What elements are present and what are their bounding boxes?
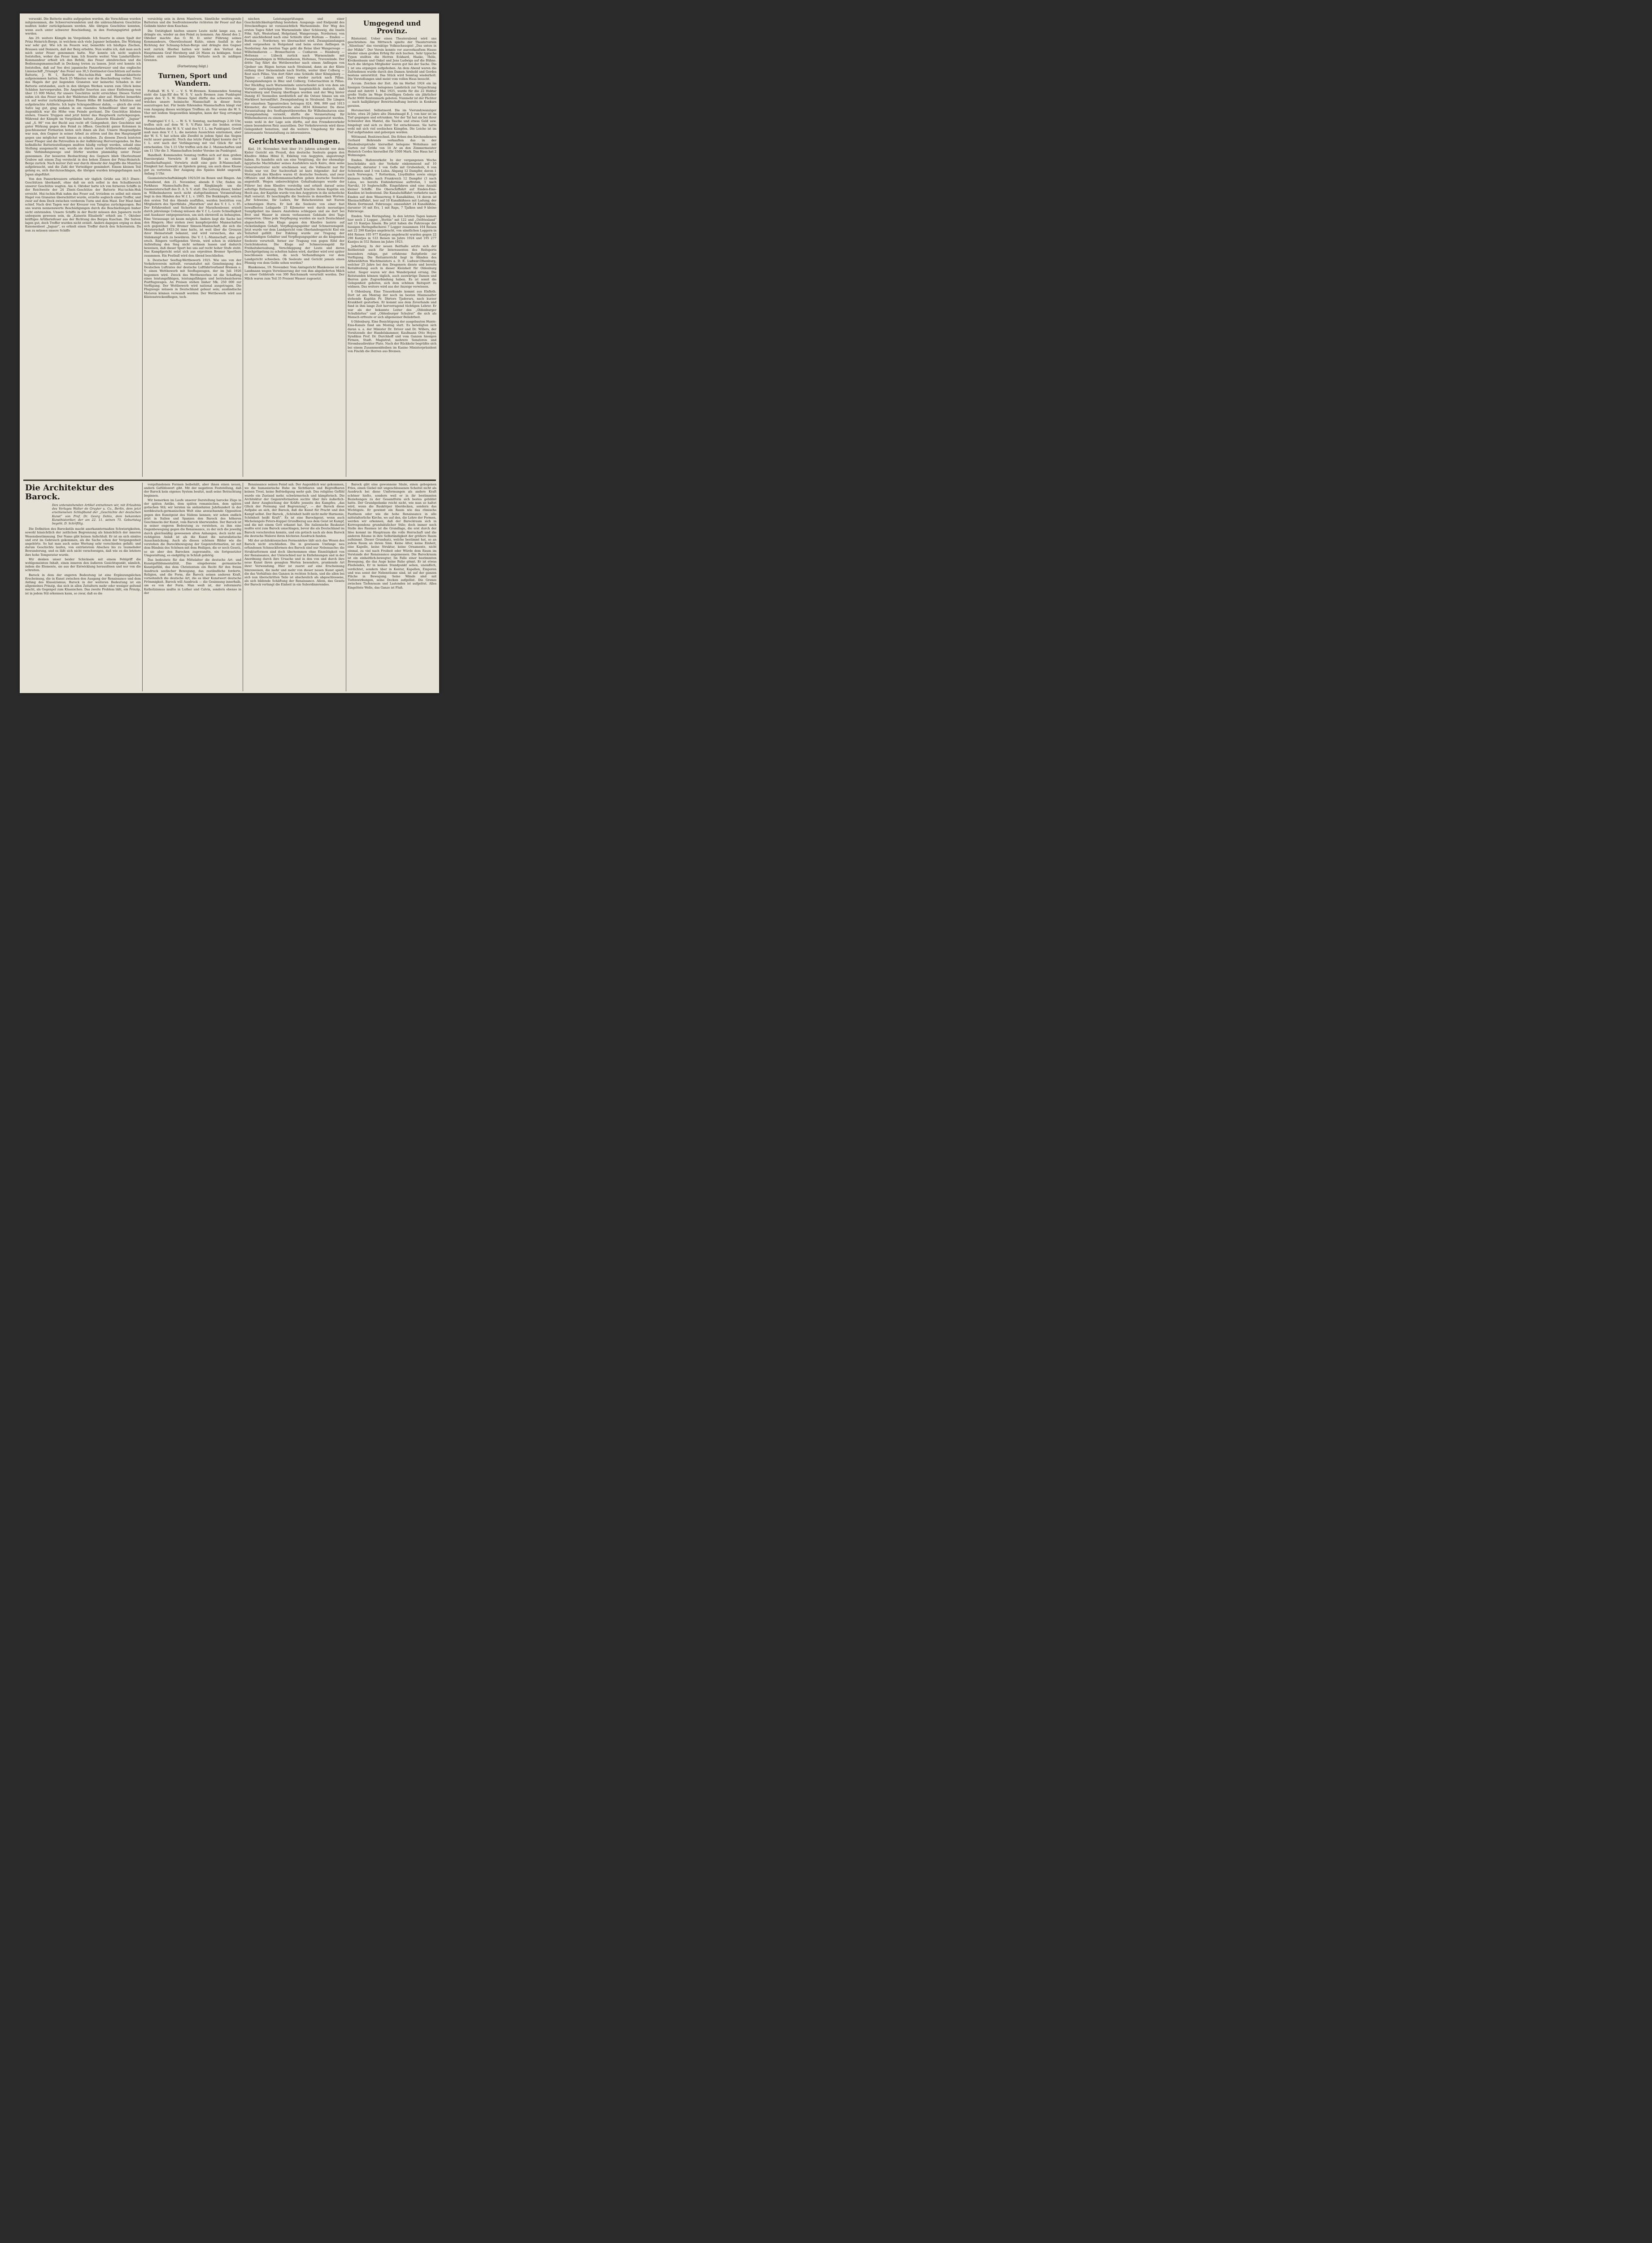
paragraph: nischen Leistungsprüfungen und einer Geschicklichkeitsprüfung bestehen. Ausgangs- und Endpunkt des Streckenfluges ist voraussichtlich Warnemünde. Der Weg des ersten Tages führt von Warnemünde über Schleswig, die Inseln Föhr, Sylt, Westerland, Helgoland, Wangerooge, Norderney, von dort anschließend nach eine Schleife über Borkum — Emden — Borkum — Norderney, wo übernachtet wird. Zwangslandungen sind vorgesehen in Helgoland und beim ersten Anfliegen in Norderney. Am zweiten Tage geht die Reise über Wangerooge — Wilhelmshaven — Bremerhaven — Cuxhaven — Hamburg — Holtenau — Lübeck zurück nach Warnemünde mit Zwangslandungen in Wilhelmshaven, Holtenau, Travemünde. Der dritte Tag führt die Wettbewerber nach einem Anfliegen von Gjedser um Rügen herum nach Stralsund, dann an der Küste entlang über Swinemünde nach Stettin, weiter über Colberg — Rest nach Pillau. Von dort führt eine Schleife über Königsberg — Tapiau — Labiau und Cranz wieder zurück nach Pillau. Zwangslandungen in Binz und Colberg; Uebernachten in Pillau. Der Rückflug nach Warnemünde unterscheidet sich von dem am Vortage zurückgelegten Strecke hauptsächlich dadurch, daß Marienburg und Danzig überflogen werden und der Weg hinter Danzig 45 Seemeilen nordöstlich auf die Ostsee hinaus um ein Markboot herumführt. Zwangslandung in Stralsund. Die Längen der einzelnen Tagesstrecken betragen 824, 998, 999 und 1013 Kilometer, die Gesamtstrecke also 3834 Kilometer. Da diese Veranstaltung des Seeflugwettbewerbes für Wilhelmshaven eine Zwangslandung vorsieht, dürfte die Veranstaltung für Wilhelmshaven zu einem besonderen Ereignis ausgenutzt werden, wenn wohl in der Lage sein dürfte, auf den Fremdenverkehr einen besonderen Reiz auszuüben. Der Verkehrsverein wird diese Gelegenheit benutzen, und die weitere Umgebung für diese interessante Veranstaltung zu interessieren. (244, 17, 344, 135)
paragraph: b. Deutscher Seeflug-Wettbewerb 1925. Wie uns von der Verkehrsverein mitteilt, veranstaltet mit Genehmigung des Deutschen Luftrates der deutsche Luftfahrtverband Bremen e. V. einen Wettbewerb mit Seeflugzeugen, der im Juli 1926 begonnen wird. Zweck des Wettbewerbes ist die Schaffung eines leistungsfähigen, leistungsfähigen und betriebssicheren Postflugzeuges. An Preisen stehen bisher Mk. 250 000 zur Verfügung. Der Wettbewerb wird national ausgetragen. Die Flugzeuge müssen in Deutschland gebaut sein; ausländische Motoren können verwandt werden. Der Wettbewerb wird aus Küstenstreckenfliegen, tech- (144, 258, 241, 299)
paragraph: Horumersiel. Selbstmord. Die im Vierundzwanziger lichte, etwa 20 Jahre alte Dienstmagd E. J. von hier ist im Tief gegangen und ertrunken. Vor der Tat hat sie bei ihrer Schwester den Mantel, die Tasche und etwas Geld usw. hingelegt und sich zu ihrer Tat entschlossen. Sie hatte wohl mit sich viel seelischen Kämpfen. Die Leiche ist im Tief aufgefunden und geborgen worden. (348, 108, 436, 135)
paragraph: Wittmund. Besitzwechsel. Die Erben des Kirchendieners Gerhard Behrends verkauften das in der Hindenburgstraße hierselbst belegene Wohnhaus mit Garten zur Größe von 14 Ar an den Zimmermeister Heinrich Cordes hierselbst für 5500 Mark. Das Haus hat 2 Wohnungen. (348, 135, 436, 157)
paragraph: Emden. Hafenverkehr. In der vergangenen Woche beschränkte sich der Verkehr einkommend auf 10 Dampfer, darunter 1 von Gefle mit Grubenholz, 6 von Schweden und 3 von Lulea. Abgang 12 Dampfer, davon 1 nach Norwegen, 7 Rotterdam, Lloydhäfen sowie einige kleinere Schiffe; nach Frankreich 12 Dampfer (3 nach Lulea, wo bereits Eishindernisse auftreten, 1 nach Narvik), 10 Seglerschiffe. Eingefahren sind eine Anzahl kleiner Schiffe. Die Oberschiffahrt auf Emden-Ems-Kanälen ist bedeutend. Die Kanalschiffahrt verkehrte nach Emden auf dem Wasserweg 8 Kanalkähne, 14 davon ist Rheinschiffahrt, leer auf 10 Kanalkähnen mit Ladung; der Rhein Dortmund. Fahrzeuge; emausfahrt 24 Kanalkähne, darunter 16 mit Erz, 1 mit Raps, 7 Tjalken und 9 kleine Fahrzeuge. (348, 158, 436, 214)
paragraph: Von den Panzerkreuzern erhielten wir täglich Grüße aus 30,5 Ztmtr.-Geschützen überkandt, ohne daß sie sich selbst in den Schußbereich unserer Geschütze wagten. Am 4. Oktober hatte ich von ferneren Schiffe in der Reichweite der 24 Ztmtr.-Geschütze der Batterie Hui-tschin-Huk erreicht. Hui-tschin-Huk nahm das Feuer auf, trotzdem es selbst mit einem Hagel von Granaten überschüttet wurde, erzielte sogleich einen Treffer, und zwar auf dem Deck zwischen vorderem Turm und dem Mast. Der Mast fand schief. Nach drei Tagen war der Kreuzer von Tsingtau zurückgezogen. Bei uns waren nennenswerte Beschädigungen durch die Beschießungen bisher nicht entstanden. Unsere Schiffe in der Bucht müssen den Japanern recht unbequem gewesen sein, da „Kaiserin Elisabeth“ erhielt am 7. Oktober kräftiges Artilleriefeuer aus der Richtung des Berges Kuschan. Die Salven lagen gut, doch Treffer wurden nicht erzielt. Anders dagegen erging es dem Kanonenboot „Jaguar“, es erhielt einen Treffer durch den Schornstein. Da nun zu müssen unsere Schiffe (25, 177, 141, 232)
region-section-title: Umgegend und Provinz. (363, 19, 421, 35)
paragraph: Punktspiel V. f. L. — W. S. V. Sonntag, nachmittags 2.30 Uhr, treffen sich auf dem W. S. V.-Platz hier die beiden ersten Mannschaften des W. S. V. und des V. f. L. im Punktspiel. Gewiß muß man dem V. f. L. die meisten Aussichten einräumen, aber der W. S. V. hat schon alle Zweifel in jedem Spiel das Siegen recht sauer gemacht. Noch das letzte Pokal-Spiel konnte der V. f. L. erst nach der Verlängerung mit viel Glück für sich entscheiden. Um 1.15 Uhr treffen sich die 2. Mannschaften und um 11 Uhr die 3. Mannschaften beider Vereine im Punktspiel. (144, 119, 241, 153)
column-2 (144, 17, 241, 477)
paragraph: Barock gibt eine gewonnene Säule, einen gebogenen Fries, einen Giebel mit ungeschlossenen Scheitel nicht als Ausdruck bei diese Umformungen als andere Kraft schöner hielte, sondern weil er in ihr bestimmten Beziehungen zu der Gesamtform sich bestes gebildet hatte. Der Grundgedanke reicht nicht, wie man so haltet wird, wenn die Baukörper überdecken, sondern das Wichtigste. Er gewinnt ein Raum wie das römische Pantheon oder wie die hohe Renaissance in alle mittelalterliche Kirche, wo auf den, die Lehre der Formen, werden wir erkennen, daß der Barockraum sich in Korrespondenz grundsätzlicher Stile; doch immer noch Stelle des Raumes ist die Grundlage, die erst durch der Idee kommt im Hauptraum die volle Herrschaft und die anderen Räume in ihre Selbständigkeit der größere Raum aufnimmt. Dieser Grundsatz, welche bestimmt hat, so an jedem Raum an ihrem Sinn. Keine Alter, keine Einheit, eine Kapelle, keine Struktur, keine Ornamente, nicht einmal, zu viel nach Freiheit oder Würde dem Raum im Verstande der Renaissance angemessen. Die Barockraum ist ein einheitlich-bewegter, Im Falle einer bestimmten Bewegung, die das Auge keine Ruhe gönnt. Er ist etwas Fließendes, Er in keinen Standpunkt sehen, unendlich, verdichtet, sondern über in Kontur, Kapellen, Emporen und was sonst der Nebenräume sind, ist auf der ganzen Fläche in Bewegung. Seine Wände sind mit Tiefenwirkungen, seine Decken aufgelöst. Die Grenze zwischen Tiefenraum und Lastenden ist aufgelöst. Alles Eingelöste Welle, das Ganze ist Fluß. (348, 483, 436, 589)
paragraph: Wir bemerken im Laufe unserer Darstellung barocke Züge in der späten Antike, dem späten romanischen, dem späten gotischen Stil; wir lernten im siebzehnten Jahrhundert in der norddeutsch-germanischen Welt eine anwachsende Opposition gegen den Kunstgeist des Südens kennen; wir sehen endlich jetzt in Italien und Spanien den Barock des höheren Geschmacks der Kunst, vom Barock überwunden. Der Barock ist in seiner engeren Bedeutung zu verstehen, zu ihm eine Gegenbewegung gegen die Renaissance, zu der sich die jeweilig durch gleichmäßig gewesenen alten Anhangen; doch nicht am richtigsten Anlaß ist als die Kunst die naturalistische Ausschmückung. Auch als diesen schönen Bilder wie die verstehen die Barockbewegung der Gegenreformation, ist mit dem Bündnis des Schönen mit dem Heiligen, die er noch Gesetz, so sie aber den Barocken zugewandte, ein fortgesetzter Umgestaltung, es endgültig in Schluß gehörig. (144, 498, 241, 557)
feature-column-1 (25, 483, 141, 691)
column-divider (142, 17, 143, 477)
paragraph: Wir denken unser beider Schicksale mit einem Fehlgriff die wohlgemeinten Inhalt, einen inneren den äußeren Gesichtspunkt, nämlich, indem die Elemente, sie aus der Entwicklung herauslösen und nur von die schreiten. (25, 557, 141, 572)
sports-section-title: Turnen, Sport und Wandern. (158, 71, 227, 87)
paragraph: Gaumeisterschaftskämpfe 1925/26 im Boxen und Ringen. Am Sonnabend, den 21. November, abends 8 Uhr, finden im Parkhaus Mannschafts-Box- und Ringkämpfe um die Gaumeisterschaft des D. A. S. V. statt. Die Leitung dieser, bisher in Wilhelmshaven noch nicht stattgefundenen Veranstaltung liegt in den Händen des W. f. L. v. 1905. Die Boxkämpfe, welche den ersten Teil des Abends ausfüllen, werden bestritten von Mitgliedern des Sportklubs „Marathon“ und des V. f. L. v. 05. Der Erfahrenheit und Sicherheit der Marathonboxer, erzielt durch jahrelange Uebung müssen die V. f. L.-Leute Schnelligkeit und Ausdauer entgegensetzen, um sich ehrenvoll zu behaupten. Eine Voraussage ist kaum möglich. Anders liegt die Sache bei den Ringern. Hier stehen zwei kampferprobte Mannschaften sich gegenüber. Die Bremer Simson-Mannschaft, die sich die Meisterschaft 1923-24 inne hatte, ist weit über die Grenzen ihrer Heimatstadt bekannt, und wird versuchen, das als Südekampf sich zu bewähren. Die V. f. L.-Mannschaft, eine gut ersch. Ringern verfügenden Verein, wird schon in stärkster Aufstellung den Sieg nicht nehmen lassen und dadurch beweisen, daß dieser Sport bei uns auf recht hoher Stufe steht. Das Kampfgericht setzt sich aus erprobten Bremer Sportlern zusammen. Ein Festball wird den Abend beschließen. (144, 176, 241, 257)
column-3 (244, 17, 344, 477)
paragraph: Barock in dem der engeren Bedeutung ist eine Ergänzungslichen Erscheinung, die in Kunst zwischen den Ausgang der Renaissance und dem Anfang des Klassizismus; Barock in der weiteren Bedeutung ist ein allgemeines Prinzip, das sich in allen Zeitaltern mehr oder weniger geltend macht, als Gegenpol zum Klassischen. Das zweite Problem läßt, ein Prinzip, ist in jedem Stil erkennen kann, so zwar, daß es die (25, 573, 141, 595)
paragraph: Blankenese, 19. November. Vom Amtsgericht Blankenese ist ein Landmann wegen Verwässerung der von ihm abgelieferten Milch zu einer Geldstrafe von 300 Reichsmark verurteilt worden. Der Milch waren zum Teil 35 Prozent Wasser zugesetzt. (244, 266, 344, 280)
column-4 (348, 17, 436, 477)
paragraph: versenkt. Die Batterie mußte aufgegeben werden, die Verschlüsse wurden mitgenommen, die Schwerverwundeten und die unbrauchbaren Geschütze mußten leider zurückgelassen werden. Alle übrigen Geschütze konnten, wenn auch unter schwerer Beschießung, in den Festungsgürtel geholt werden. (25, 17, 141, 35)
feature-column-2 (144, 483, 241, 691)
paragraph: Die Definition des Barockstils macht anerkanntermaßen Schwierigkeiten, sowohl hinsichtlich der zeitlichen Begrenzung als hinsichtlich der inneren Wesensbestimmung. Der Name gibt keinen Aufschluß. Er ist an sich sinnlos und erst im Gebrauch gekommen, als die Sache schon der Vergangenheit angehörte. So hat man auch seine Wertung sehr verschieden gefaßt; und darum Geschichte laufen, von entrüstetem Abscheu bis zu taumelnder Bewunderung, und es läßt sich nicht verschweigen, daß wie es die letztere ihre hohe Temperatur wurde. (25, 527, 141, 557)
paragraph: Renaissance seinen Feind sah. Der Augenblick war gekommen, wo die humanistische Ruhe im Sichtbaren und Begreifbaren keinen Trost, keine Befriedigung mehr gab. Das religiöse Gefühl wurde ein Zustand mehr, schwärmerisch und kämpferisch. Die Architektur der Gegenreformation suchte über ihre äußerlich- und ihrer Ausgleichung der Kräfte jenseits des Kampfes; „das Glück der Formung und Begrenzung“, — der Barock diese Aufgabe an sich, der Barock, daß die Kunst für Pracht und den Kampf selbst. Der Barock, „Schönheit heißt nicht mehr Harmonie, Schönheit heißt Kraft“. Es ist eine Barockgeist, wenn auch Michelangelo Peters-Kuppel Grundbezug aus dem Geist ist Kampf, und die mit einem Gott erkannt hat. Die italienische Baukunst mußte erst zum Barock umschlagen, bevor die als Deutschland im Barock vorschreiten konnte, und ein gotisch nach als dem Barock die deutsche Malerei ihren höchsten Ausdruck fanden. (244, 483, 344, 538)
feature-column-3 (244, 483, 344, 691)
paragraph: Accum. Zeichen der Zeit. Als im Herbst 1924 ein im hiesigen Gemeinde belegenes Landstück zur Verpachtung stand mit Antritt 1. Mai 1925, wurde für die 22 Hektar große Stelle im Wege freiwilligen Gebots ein jährlicher Pacht 9000 Rentenmark geboten. Nunmehr ist der Pächter — nach halbjähriger Bewirtschaftung bereits in Konkurs geraten. (348, 82, 436, 108)
paragraph: Mit der architektonischen Formenlehre läßt sich das Wesen des Barock nicht erschließen. Die in gewissem Umfange neu erfundenen Schmuckformen des Barock sind nur Nebensache; die Strukturformen sind doch übernommen ohne Einmütigkeit von der Renaissance, der Unterschied nur in Entlehnungen und in der Anordnung durch ihre Ursache und in den von und durch ihre neue Kunst ihren gesagten Werten besondere, prunkende Art ihrer Verwendung. Hier ist zuerst auf eine Erscheinung hinzuweisen, die mehr und mehr von dieser neuen Kunst spielt, die das Verhältnis des Ganzen in rechten Schein, und die allen bei sich nun überschritten Teile ist abscheulich als abgeschlossene, als sich bildende Schäftung der Renaissance. Allein, das Gesetz der Barock verlangt die Einheit in ein Subordinierendes. (244, 539, 344, 587)
paragraph: Die Untätigkeit hielten unsere Leute nicht lange aus, es drängte sie, wieder an den Feind zu kommen. Am Abend des 2. Oktober machte das O. M. D. unter Führung seines Kommandeurs, Oberstleutnant Kuhlo, einen Ausfall in der Richtung der Schuang-Schan-Berge und drängte den Gegner weit zurück. Hierbei hatten wir leider den Verlust des Hauptmanns Graf Herzberg und 24 Mann zu beklagen. Sonst hielten sich unsere bisherigen Verluste noch in mäßigen Grenzen. (144, 29, 241, 62)
feature-lead: Den untenstehenden Artikel entnehmen wir, mit Erlaubnis des Verlages Walter de Gruyter u. Co., Berlin, dem jetzt erschienenen Schlußband der „Geschichte der deutschen Kunst“ von Prof. Dr. Georg Dehio, dem bekannten Kunsthistoriker, der am 22. 11. seinen 75. Geburtstag begeht. D. Schriftltg. (52, 503, 141, 526)
court-section-title: Gerichtsverhandlungen. (248, 137, 340, 145)
section-separator (23, 480, 436, 481)
continuation-note: (Fortsetzung folgt.) (177, 65, 208, 69)
paragraph: vorgefundenen Formen beibehält, aber ihnen einen neuen, andern Gefühlswert gibt. Mit der negativen Feststellung, daß der Barock kein eigenes System besitzt, muß seine Betrachtung beginnen. (144, 483, 241, 497)
paragraph: Kiel, 19. November. Seit über 1½ Jahren schwebt vor dem Kieler Gericht ein Prozeß, den deutsche Seeleute gegen den Khedive Abbas Hilmi II, Exkönig von Aegypten, angestrengt haben. Es handelte sich um eine Vergütung, die der ehemalige ägyptische Machthaber seines Ausfahrers nach Kairo, dem seine Generalvertreter nicht erschienen war, die Vollmacht nur für Stelle war vor. Der Sachverhalt ist kurz folgender: Auf der Motorjacht des Khedive waren 41 deutsche Seeleute, und zwar Offiziere und Ab-Weltenmannschaften geben deutsche Seeleute angestellt. Wegen unberechtigten Gehaltsabzuges wurde der Führer bei dem Khedive vorstellig und erhielt darauf seine sofortige Entlassung. Die Mannschaft brachte ihrem Kapitän ein Hoch aus, der Kapitän wurde von den Aegyptern in die sicherliche Haft versetzt. Er beschimpfte die Seeleute in denselben Worten: „Ihr Schweine, Ihr Luders, Ihr Bolschewisten mit Eurem schmutzigen Hurra. Er ließ die Seeleute von einer fast bewaffneten Leibgarde 25 Kilometer weit durch morastiges Sumpfgebiet ins innere Anatoliens schleppen und sie dort bei Brot und Wasser in einem verlassenen Gebäude drei Tage einsperren. Ohne jede Verpflegung wurden sie nach Deutschland abgeschoben. Die Klage gegen den Khedive lautete auf rückständigen Gehalt, Verpflegungsgelder und Schmerzensgeld. Jetzt wurde vor dem Landgericht vom Oberlandesgericht Kiel ein Teilurteil gefällt. Der Exkönig wurde zur Tragung der rückständigen Gehälter und Verpflegungsgelder an die klagenden Seeleute verurteilt, ferner zur Tragung von gegen Eifel der Gerichtskosten. Die Klage auf Schmerzensgeld für Freiheitsberaubung, Verschleppung der Leute und deren Durchprügelung zu schelten haben wird, darüber wird erst später beschlossen werden, da noch Verhandlungen vor dem Landgericht schweben. Ob Seeleute und Gericht jemals einen Pfennig von dem Gelde sehen werden? (244, 147, 344, 265)
paragraph: Am 29. weitere Kämpfe im Vorgelände. Ich feuerte in einen Spalt der Prinz Heinrich-Berge, in welchem sich viele Japaner befanden. Die Wirkung war sehr gut. Wie ich im Feuern war, bemerkte ich häufiges Zischen, Brausen und Donnern, daß der Berg erbebte. Nun wußte ich, daß man auch mich unter Feuer genommen hatte. Nur konnte ich nicht sogleich feststellen, woher das Feuer kam. Ich feuerte weiter. Vom Landartillerie-Kommandeur erhielt ich den Befehl, das Feuer abzubrechen und die Bedienungsmannschaft in Deckung treten zu lassen. Jetzt erst konnte ich feststellen, daß auf See drei japanische Panzerkreuzer und das englische Linienschiff „Triumph“ das Feuer aus 30,5 Zentimeter-Geschützen auf meine Batterie, J. W. 1, Batterie Hui-tschin-Huk und Bismarckbatterie aufgenommen hatten. Nach 25 Minuten war die Beschießung vorbei. Trotz des Hagels der gut liegenden Granaten war keinerlei Schaden in der Batterie entstanden, auch in den übrigen Werken waren zum Glück keine Schäden hervorgerufen. Die Angreifer feuerten aus einer Entfernung von über 15 000 Meter, für unsere Geschütze nicht erreichbar. Diesen Vorteil nahm ich das Feuer nach der Waldersee-Höhe aber auf. Hierbei bemerkte ich auf weiter zurückliegenden Pässen Höhe 88 feindliche Schützen und aufgebrachte Artillerie. Ich legte Schrapnellfeuer dahin, — gleich die erste Salve lag gut, ging sodann in ein rasendes Schnellfeuer über und im Augenblick war die Höhe vom Feinde geräumt. Die Geschütze blieben stehen. Unsere Truppen sind jetzt hinter das Hauptwerk zurückgezogen. Während der Kämpfe im Vorgelände hatten „Kaiserin Elisabeth“, „Jaguar“ und „S. 90“ von der Bucht aus recht oft Gelegenheit, ihre Geschütze mit guter Wirkung gegen den Feind zu öffnen. Geschickt ganze Kolonnen in geschlossener Formation boten sich ihnen als Ziel. Unsere Hauptaufgabe war nun, den Gegner in seiner Arbeit zu stören und ihn den Hauptangriff gegen uns möglichst weit hinaus zu schieben. Zu diesem Zweck leisteten unser Flieger und die Patrouillen in der Aufklärung Hervorragendes. Im Bau befindliche Batteriestellungen mußten häufig verlegt werden, sobald eine Stellung ausgemacht war, wurde sie durch unser Artilleriefeuer erledigt. Alle Verbindungswege und Dörfer wurden planmäßig unter Feuer genommen. Zur besseren Beobachtung des Gegners blieb Oberleutnant Grabow mit einem Zug versteckt in den hohen Zinnen der Prinz-Heinrich-Berge zurück. Nach kurzer Zeit war durch Abwehr der Angriffe die Munition aufgebraucht, und die Zahl der Verteidiger gemindert. Einem kleinen Teil gelang es, sich durchzuschlagen, die übrigen wurden kriegsgefangen nach Japan abgeführt. (25, 36, 141, 176)
paragraph: Rüstersiel. Ueber einen Theaterabend wird uns geschrieben: Am Mittwoch spielte der Theaterverein „Silentium“ das vieraktige Volksschauspiel „Das unten in der Mühle“. Der Verein konnte vor ausverkauftem Hause wieder einen großen Erfolg für sich buchen. Sehr typische Typen stellten die Herren Eckhard, Haake, Thöle, Kreikenbaum und Onkel und Jens Ludwigs auf die Bühne. Auch die übrigen Mitglieder waren gut bei der Sache. Die J. ist uns ergangen aufgehoben. An dem Abend waren die Zufriedenen wurde durch den Damen Arnhold und Gerdes bestens unterstützt. Das Stück wird Sonntag wiederholt. Die Vorstellungen sind meist vom vollen Haus besucht. (348, 37, 436, 81)
paragraph: Fußball. W. S. V. — V. S. W.-Bremen. Kommenden Sonntag steht die Liga-Elf des W. S. V. nach Bremen zum Punktspiel gegen den V. S. W. Dieses Spiel dürfte das schwerste sein, welches unsere heimische Mannschaft in dieser Serie auszutragen hat. Für beide führenden Mannschaften hängt viel vom Ausgang dieses wichtigen Treffens ab. Nur wenn die W. S. Vler mit leidem Siegeswillen kämpfen, kann der Sieg errungen werden. (144, 89, 241, 119)
feature-column-4 (348, 483, 436, 691)
paragraph: Handball. Kommenden Sonntag treffen sich auf dem großen Exerzierplatz Vorwärts B und Einigkeit B zu einem Gesellschaftsspiel. Vorwärts stellt eine gute B-Mannschaft. Einigkeit hat Auswahl an Spielern genug, um auch diese Klasse gut zu vertreten. Der Ausgang des Spieles bleibt ungewiß. Anfang 3 Uhr. (144, 153, 241, 176)
paragraph: Jaderberg. In der neuen Reithalle setzte sich der Reitbetrieb auch für Interessenten des Reitsports besonders ruhige, gut erfahrene Reitpferde zur Verfügung. Die Reitunterricht liegt in Händen des Altbewährten Wachtmeisters a. D. E. Ludwar-Ofsenburg, welcher 25 Jahre bei den Dragonern diente und bereits Reitabteilung auch in dieser Kleinheit für Oldenburg leitet. Sieger waren wir den Wanderpokal errang. Die Reitstunden können täglich, auch auswärtige Damen und Herren gute Zugverbindung haben. Es ist somit die Gelegenheit geboten, sich dem schönen Reitsport zu widmen. Das weitere wird aus der Anzeige verwiesen. (348, 244, 436, 289)
paragraph: Das bedeutete für das Mittelalter die deutsche Art- und Kunstgefühlsmentalität, Das eingeborene germanische Kunstgefühl, das dem Christentum ein Recht für den freien Ausdruck seelischer Bewegung, das zuständliche forderte, Religion, und die Form, die Barock seinen anderen Kraft, vornehmlich die deutsche Art, die es über Kunstwert deutsche Frömmigkeit. Barock will Ausdruck — die Gesinnung innerhalb, um es von der Form. Man weiß ist, der reformierte Katholizismus mußte in Luther und Calvin, sondern ebenso in der (144, 558, 241, 595)
paragraph: vorsichtig sein in ihren Manövern. Sämtliche weittragende Batterien und die Seefrontenwerke richteten ihr Feuer auf das Gelände hinter dem Kuschan. (144, 17, 241, 28)
column-1 (25, 17, 141, 477)
paragraph: § Oldenburg. Eine Besichtigung der ausgebauten Hunte-Ems-Kanals fand am Montag statt. Es beteiligten sich daran u. a. der Minister Dr. Driver und Dr. Willers, der Vorsitzende der Handelskammer, Kaufmann Otto Hoyer, Syndikus Prof. Dr. Durchhoff und vom Ganzen hiesigen Firmen, Stadt. Magistrat, mehrere Senatoren und Strombaudirektor Plate. Nach der Rückkehr begrüßte sich bei einem Zusammenbleiben im Kasino Ministerpräsident von Finckh die Herren aus Bremen. (348, 320, 436, 353)
column-divider (142, 483, 143, 691)
paragraph: Emden. Vom Heringsfang. In den letzten Tagen kamen hier noch 2 Logger, „Stettin“ mit 122 und „Ostfriesland“ mit 15 Kantjes hinein. Bis jetzt haben die Fahrzeuge der hiesigen Heringsfischerei 7 Logger zusammen 104 Reisen mit 22 290 Kantjes angebracht, von sämtlichen Loggern in 464 Reisen 105 977 Kantjes angebracht wurden gegen 22 290 Kantjes in 533 Reisen im Jahre 1924 und 195 277 Kantjes in 552 Reisen im Jahre 1923. (348, 214, 436, 244)
newspaper-page (20, 13, 439, 693)
feature-title: Die Architektur des Barock. (25, 483, 114, 502)
paragraph: § Oldenburg. Eine Trauerkunde kommt aus Elsfleth. Dort ist am Montag der noch im besten Mannesalter stehende Kapitän Fr. Dhrtors Tjaderars, nach kurzer Krankheit gestorben. Er kommt aus dem Zeverlande und fand in ihm lange Zeit hervorragend tüchtigen Lehrer. Er war als der bekannte Leiter des „Oldenburger Schulblattes“ und „Oldenburger Schulrat“ die sich als Mensch erfreute er sich allgemeiner Beliebtheit. (348, 289, 436, 319)
